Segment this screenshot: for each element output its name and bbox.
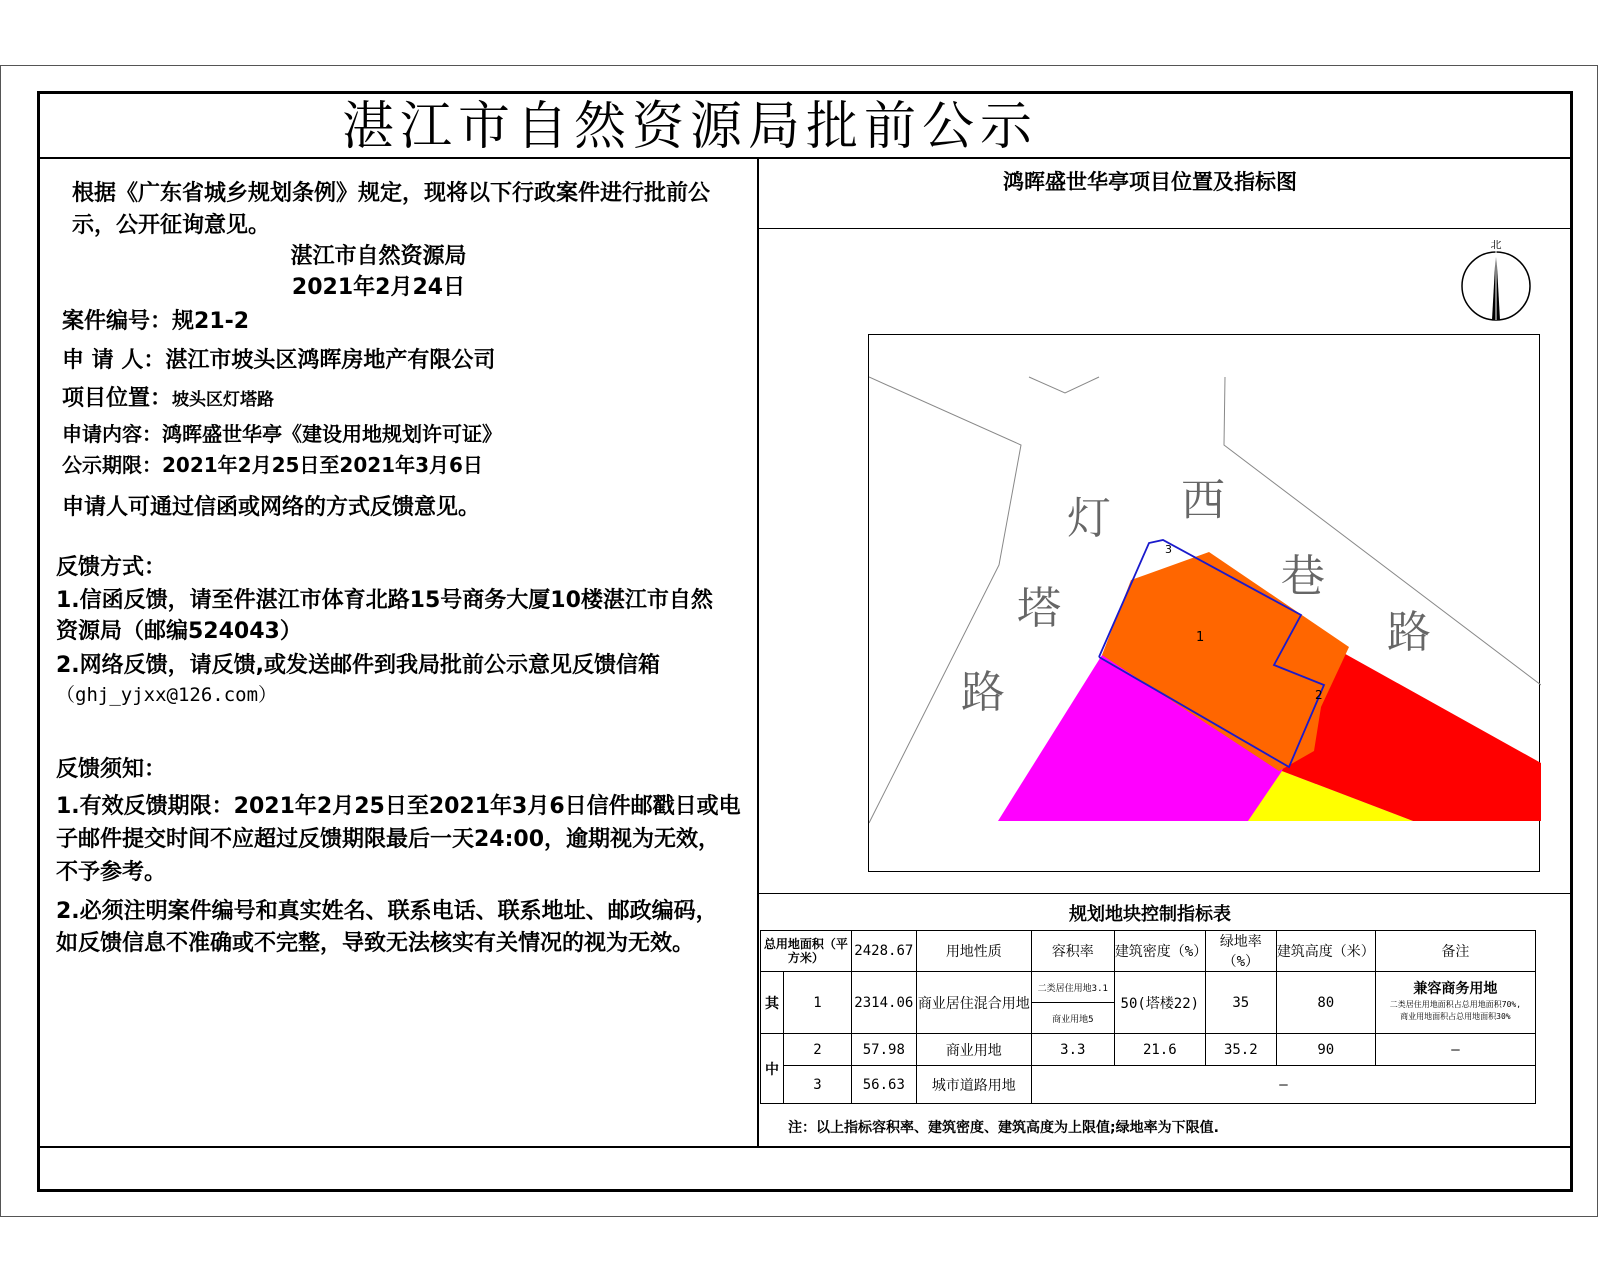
site-plan-svg	[869, 335, 1541, 873]
table-note: 注：以上指标容积率、建筑密度、建筑高度为上限值;绿地率为下限值.	[788, 1120, 1219, 1136]
map-bottom-divider	[757, 893, 1571, 894]
parcel-label-1: 1	[1196, 630, 1205, 645]
rule2-line2: 如反馈信息不准确或不完整，导致无法核实有关情况的视为无效。	[56, 931, 695, 956]
row2-height: 90	[1276, 1034, 1375, 1066]
row2-density: 21.6	[1114, 1034, 1205, 1066]
rule2-line1: 2.必须注明案件编号和真实姓名、联系电话、联系地址、邮政编码，	[56, 899, 718, 924]
row3-use: 城市道路用地	[916, 1066, 1031, 1104]
case-number-label: 案件编号：	[62, 309, 173, 334]
road1-char-1: 灯	[1067, 493, 1111, 544]
row1-remark	[1375, 972, 1535, 1034]
row3-no: 3	[784, 1066, 852, 1104]
total-area: 2428.67	[851, 931, 916, 972]
row1-green: 35	[1205, 972, 1276, 1034]
row3-area: 56.63	[851, 1066, 916, 1104]
row1-density: 50(塔楼22)	[1114, 972, 1205, 1034]
road1-char-2: 塔	[1017, 583, 1061, 634]
parcel-label-3: 3	[1165, 543, 1172, 556]
location-row	[62, 381, 274, 412]
road-edge-west	[869, 377, 1021, 823]
period-label: 公示期限：	[62, 453, 162, 477]
total-area-label: 总用地面积（平方米）	[761, 931, 852, 972]
period: 2021年2月25日至2021年3月6日	[162, 453, 483, 477]
row3-rest: —	[1031, 1066, 1535, 1104]
index-table-title: 规划地块控制指标表	[1069, 904, 1231, 925]
row1-area: 2314.06	[851, 972, 916, 1034]
road1-char-3: 路	[961, 667, 1005, 718]
row1-remark-title: 兼容商务用地	[1413, 980, 1498, 997]
row1-use: 商业居住混合用地	[916, 972, 1031, 1034]
feedback-intro: 申请人可通过信函或网络的方式反馈意见。	[62, 495, 481, 520]
header-green: 绿地率（%）	[1205, 931, 1276, 972]
location: 坡头区灯塔路	[172, 390, 275, 410]
intro-line-2: 示，公开征询意见。	[72, 213, 271, 238]
method2-line1: 2.网络反馈，请反馈,或发送邮件到我局批前公示意见反馈信箱	[56, 653, 661, 678]
row2-no: 2	[784, 1034, 852, 1066]
header-height: 建筑高度（米）	[1276, 931, 1375, 972]
table-row-3	[761, 1066, 1536, 1104]
road2-char-1: 西	[1181, 475, 1225, 526]
case-number: 规21-2	[172, 309, 250, 334]
footer-divider	[37, 1146, 1573, 1148]
intro-line-1: 根据《广东省城乡规划条例》规定，现将以下行政案件进行批前公	[72, 181, 711, 206]
site-map	[868, 334, 1540, 872]
parcel-label-2: 2	[1315, 688, 1323, 702]
row2-remark: —	[1375, 1034, 1535, 1066]
table-row-1a	[761, 972, 1536, 1003]
index-table	[760, 930, 1536, 1104]
road2-char-3: 路	[1387, 607, 1431, 658]
location-label: 项目位置：	[62, 386, 173, 411]
header-use: 用地性质	[916, 931, 1031, 972]
applicant-row	[62, 343, 495, 374]
row2-far: 3.3	[1031, 1034, 1114, 1066]
applicant: 湛江市坡头区鸿晖房地产有限公司	[165, 348, 496, 373]
header-far: 容积率	[1031, 931, 1114, 972]
method1-line2: 资源局（邮编524043）	[56, 619, 302, 644]
rules-heading: 反馈须知：	[56, 757, 167, 782]
row1-far-b: 商业用地5	[1031, 1003, 1114, 1034]
feedback-email: （ghj_yjxx@126.com）	[56, 684, 278, 706]
issue-date: 2021年2月24日	[291, 275, 466, 300]
row2-green: 35.2	[1205, 1034, 1276, 1066]
row1-far-a: 二类居住用地3.1	[1031, 972, 1114, 1003]
road2-char-2: 巷	[1281, 551, 1325, 602]
content-label: 申请内容：	[62, 422, 162, 446]
compass-icon	[1458, 240, 1534, 324]
period-row	[62, 449, 483, 478]
content-row	[62, 418, 502, 447]
case-number-row	[62, 304, 249, 335]
group-label-1: 其	[761, 972, 784, 1034]
table-header-row	[761, 931, 1536, 972]
row1-remark-a: 二类居住用地面积占总用地面积70%,	[1389, 999, 1522, 1009]
map-title: 鸿晖盛世华亭项目位置及指标图	[1003, 170, 1297, 194]
row1-height: 80	[1276, 972, 1375, 1034]
group-label-2: 中	[761, 1034, 784, 1104]
header-remark: 备注	[1375, 931, 1535, 972]
rule1-line3: 不予参考。	[56, 860, 167, 885]
north-arrow	[1458, 240, 1534, 328]
content: 鸿晖盛世华亭《建设用地规划许可证》	[162, 422, 502, 446]
north-label: 北	[1490, 240, 1502, 251]
header-density: 建筑密度（%）	[1114, 931, 1205, 972]
row1-no: 1	[784, 972, 852, 1034]
page-title: 湛江市自然资源局批前公示	[341, 97, 1038, 157]
issuer: 湛江市自然资源局	[290, 244, 467, 269]
row1-remark-b: 商业用地面积占总用地面积30%	[1400, 1011, 1511, 1021]
column-divider	[757, 158, 759, 1148]
rule1-line1: 1.有效反馈期限：2021年2月25日至2021年3月6日信件邮戳日或电	[56, 794, 741, 819]
row2-use: 商业用地	[916, 1034, 1031, 1066]
road-edge-top	[1029, 377, 1099, 393]
table-row-2	[761, 1034, 1536, 1066]
method1-line1: 1.信函反馈，请至件湛江市体育北路15号商务大厦10楼湛江市自然	[56, 588, 713, 613]
rule1-line2: 子邮件提交时间不应超过反馈期限最后一天24:00，逾期视为无效，	[56, 827, 721, 852]
applicant-label: 申 请 人：	[62, 348, 166, 373]
row2-area: 57.98	[851, 1034, 916, 1066]
method-heading: 反馈方式：	[56, 555, 167, 580]
map-title-divider	[757, 228, 1571, 229]
